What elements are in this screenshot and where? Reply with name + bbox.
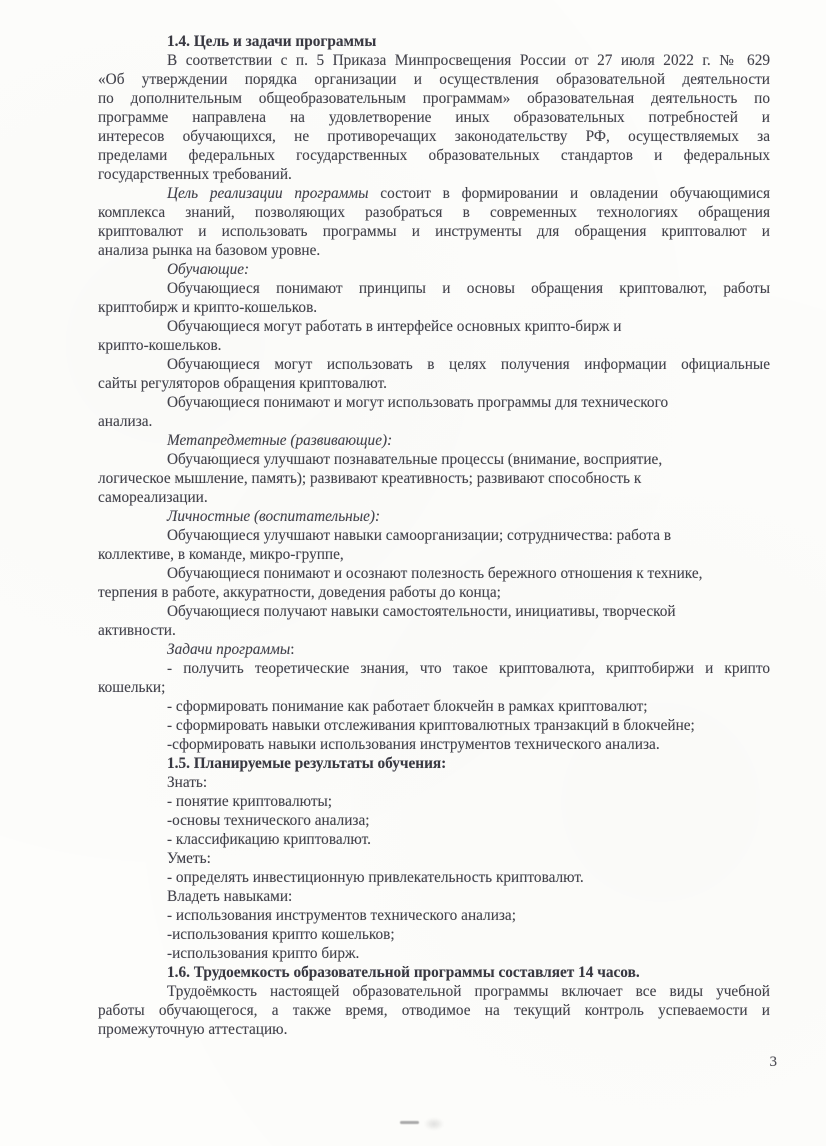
text-line	[98, 754, 770, 773]
text-run: :	[290, 641, 295, 658]
text-run: по дополнительным общеобразовательным программам» образовательная деятельность по	[98, 90, 770, 107]
text-line	[98, 184, 770, 203]
text-run: крипто-кошельков.	[98, 337, 222, 354]
text-line	[98, 488, 770, 507]
text-line	[98, 602, 770, 621]
text-line	[98, 241, 770, 260]
text-run: «Об утверждении порядка организации и осуществления образовательной деятельности	[98, 71, 770, 88]
text-line	[98, 127, 770, 146]
text-line	[98, 583, 770, 602]
text-line	[98, 564, 770, 583]
text-run: программе направлена на удовлетворение иных образовательных потребностей и	[98, 109, 770, 126]
text-run: -основы технического анализа;	[167, 812, 370, 829]
text-line	[98, 621, 770, 640]
scan-smudge-blur-artifact	[423, 1117, 445, 1131]
text-run: кошельки;	[98, 679, 166, 696]
text-run: Обучающиеся понимают и могут использовать программы для технического	[167, 394, 669, 411]
text-run: 1.6. Трудоемкость образовательной программы составляет 14 часов.	[167, 964, 640, 981]
text-line	[98, 336, 770, 355]
text-line	[98, 716, 770, 735]
text-run: работы обучающегося, а также время, отводимое на текущий контроль успеваемости и	[98, 1002, 770, 1019]
text-run: криптобирж и крипто-кошельков.	[98, 299, 318, 316]
text-run: Цель реализации программы	[167, 185, 369, 202]
text-line	[98, 108, 770, 127]
text-line	[98, 830, 770, 849]
text-line	[98, 70, 770, 89]
text-run: 1.5. Планируемые результаты обучения:	[167, 755, 447, 772]
text-run: анализа.	[98, 413, 153, 430]
text-run: государственных требований.	[98, 166, 292, 183]
text-run: -использования крипто кошельков;	[167, 926, 395, 943]
text-run: Уметь:	[167, 850, 211, 867]
text-block	[98, 32, 770, 1039]
text-line	[98, 697, 770, 716]
text-line	[98, 355, 770, 374]
text-line	[98, 1020, 770, 1039]
text-line	[98, 906, 770, 925]
text-run: - определять инвестиционную привлекательность криптовалют.	[167, 869, 584, 886]
text-run: Обучающиеся понимают принципы и основы обращения криптовалют, работы	[167, 280, 770, 297]
text-run: Обучающиеся могут работать в интерфейсе основных крипто-бирж и	[167, 318, 622, 335]
text-line	[98, 773, 770, 792]
text-line	[98, 868, 770, 887]
text-line	[98, 982, 770, 1001]
text-line	[98, 374, 770, 393]
text-line	[98, 146, 770, 165]
text-line	[98, 963, 770, 982]
text-line	[98, 849, 770, 868]
text-line	[98, 792, 770, 811]
text-run: - классификацию криптовалют.	[167, 831, 371, 848]
text-run: Обучающиеся могут использовать в целях получения информации официальные	[167, 356, 770, 373]
text-run: Обучающие:	[167, 261, 250, 278]
text-run: Трудоёмкость настоящей образовательной программы включает все виды учебной	[167, 983, 770, 1000]
text-line	[98, 260, 770, 279]
text-run: пределами федеральных государственных образовательных стандартов и федеральных	[98, 147, 770, 164]
text-line	[98, 32, 770, 51]
text-line	[98, 944, 770, 963]
scan-smudge-dash-artifact	[400, 1121, 419, 1124]
text-run: состоит в формировании и овладении обучающимися	[368, 185, 770, 202]
text-line	[98, 925, 770, 944]
text-line	[98, 469, 770, 488]
text-run: -сформировать навыки использования инструментов технического анализа.	[167, 736, 660, 753]
text-line	[98, 222, 770, 241]
text-line	[98, 393, 770, 412]
text-run: криптовалют и использовать программы и инструменты для обращения криптовалют и	[98, 223, 770, 240]
text-run: логическое мышление, память); развивают креативность; развивают способность к	[98, 470, 642, 487]
text-line	[98, 89, 770, 108]
text-run: Обучающиеся понимают и осознают полезность бережного отношения к технике,	[167, 565, 703, 582]
text-line	[98, 450, 770, 469]
text-line	[98, 811, 770, 830]
text-line	[98, 431, 770, 450]
text-run: Личностные (воспитательные):	[167, 508, 381, 525]
text-run: - получить теоретические знания, что такое криптовалюта, криптобиржи и крипто	[167, 660, 770, 677]
text-run: Обучающиеся улучшают навыки самоорганизации; сотрудничества: работа в	[167, 527, 672, 544]
text-run: В соответствии с п. 5 Приказа Минпросвещения России от 27 июля 2022 г. № 629	[167, 52, 770, 69]
text-line	[98, 203, 770, 222]
text-run: комплекса знаний, позволяющих разобраться в современных технологиях обращения	[98, 204, 770, 221]
text-run: промежуточную аттестацию.	[98, 1021, 288, 1038]
text-run: коллективе, в команде, микро-группе,	[98, 546, 344, 563]
text-run: -использования крипто бирж.	[167, 945, 360, 962]
page-number: 3	[769, 1054, 777, 1070]
text-run: терпения в работе, аккуратности, доведения работы до конца;	[98, 584, 501, 601]
text-line	[98, 640, 770, 659]
text-run: - сформировать навыки отслеживания криптовалютных транзакций в блокчейне;	[167, 717, 695, 734]
text-line	[98, 678, 770, 697]
text-line	[98, 887, 770, 906]
text-line	[98, 298, 770, 317]
text-line	[98, 317, 770, 336]
text-line	[98, 659, 770, 678]
text-run: - использования инструментов технического анализа;	[167, 907, 516, 924]
text-run: Знать:	[167, 774, 208, 791]
text-run: анализа рынка на базовом уровне.	[98, 242, 321, 259]
text-run: Задачи программы	[167, 641, 291, 658]
text-line	[98, 279, 770, 298]
text-line	[98, 735, 770, 754]
text-line	[98, 51, 770, 70]
text-run: активности.	[98, 622, 176, 639]
text-run: Обучающиеся получают навыки самостоятельности, инициативы, творческой	[167, 603, 676, 620]
text-line	[98, 545, 770, 564]
text-run: интересов обучающихся, не противоречащих законодательству РФ, осуществляемых за	[98, 128, 770, 145]
text-run: - сформировать понимание как работает блокчейн в рамках криптовалют;	[167, 698, 648, 715]
text-run: Метапредметные (развивающие):	[167, 432, 393, 449]
text-line	[98, 526, 770, 545]
text-line	[98, 165, 770, 184]
text-run: самореализации.	[98, 489, 208, 506]
text-line	[98, 412, 770, 431]
text-line	[98, 507, 770, 526]
text-run: - понятие криптовалюты;	[167, 793, 333, 810]
text-run: Обучающиеся улучшают познавательные процессы (внимание, восприятие,	[167, 451, 663, 468]
text-run: 1.4. Цель и задачи программы	[167, 33, 377, 50]
text-line	[98, 1001, 770, 1020]
text-run: сайты регуляторов обращения криптовалют.	[98, 375, 387, 392]
text-run: Владеть навыками:	[167, 888, 293, 905]
